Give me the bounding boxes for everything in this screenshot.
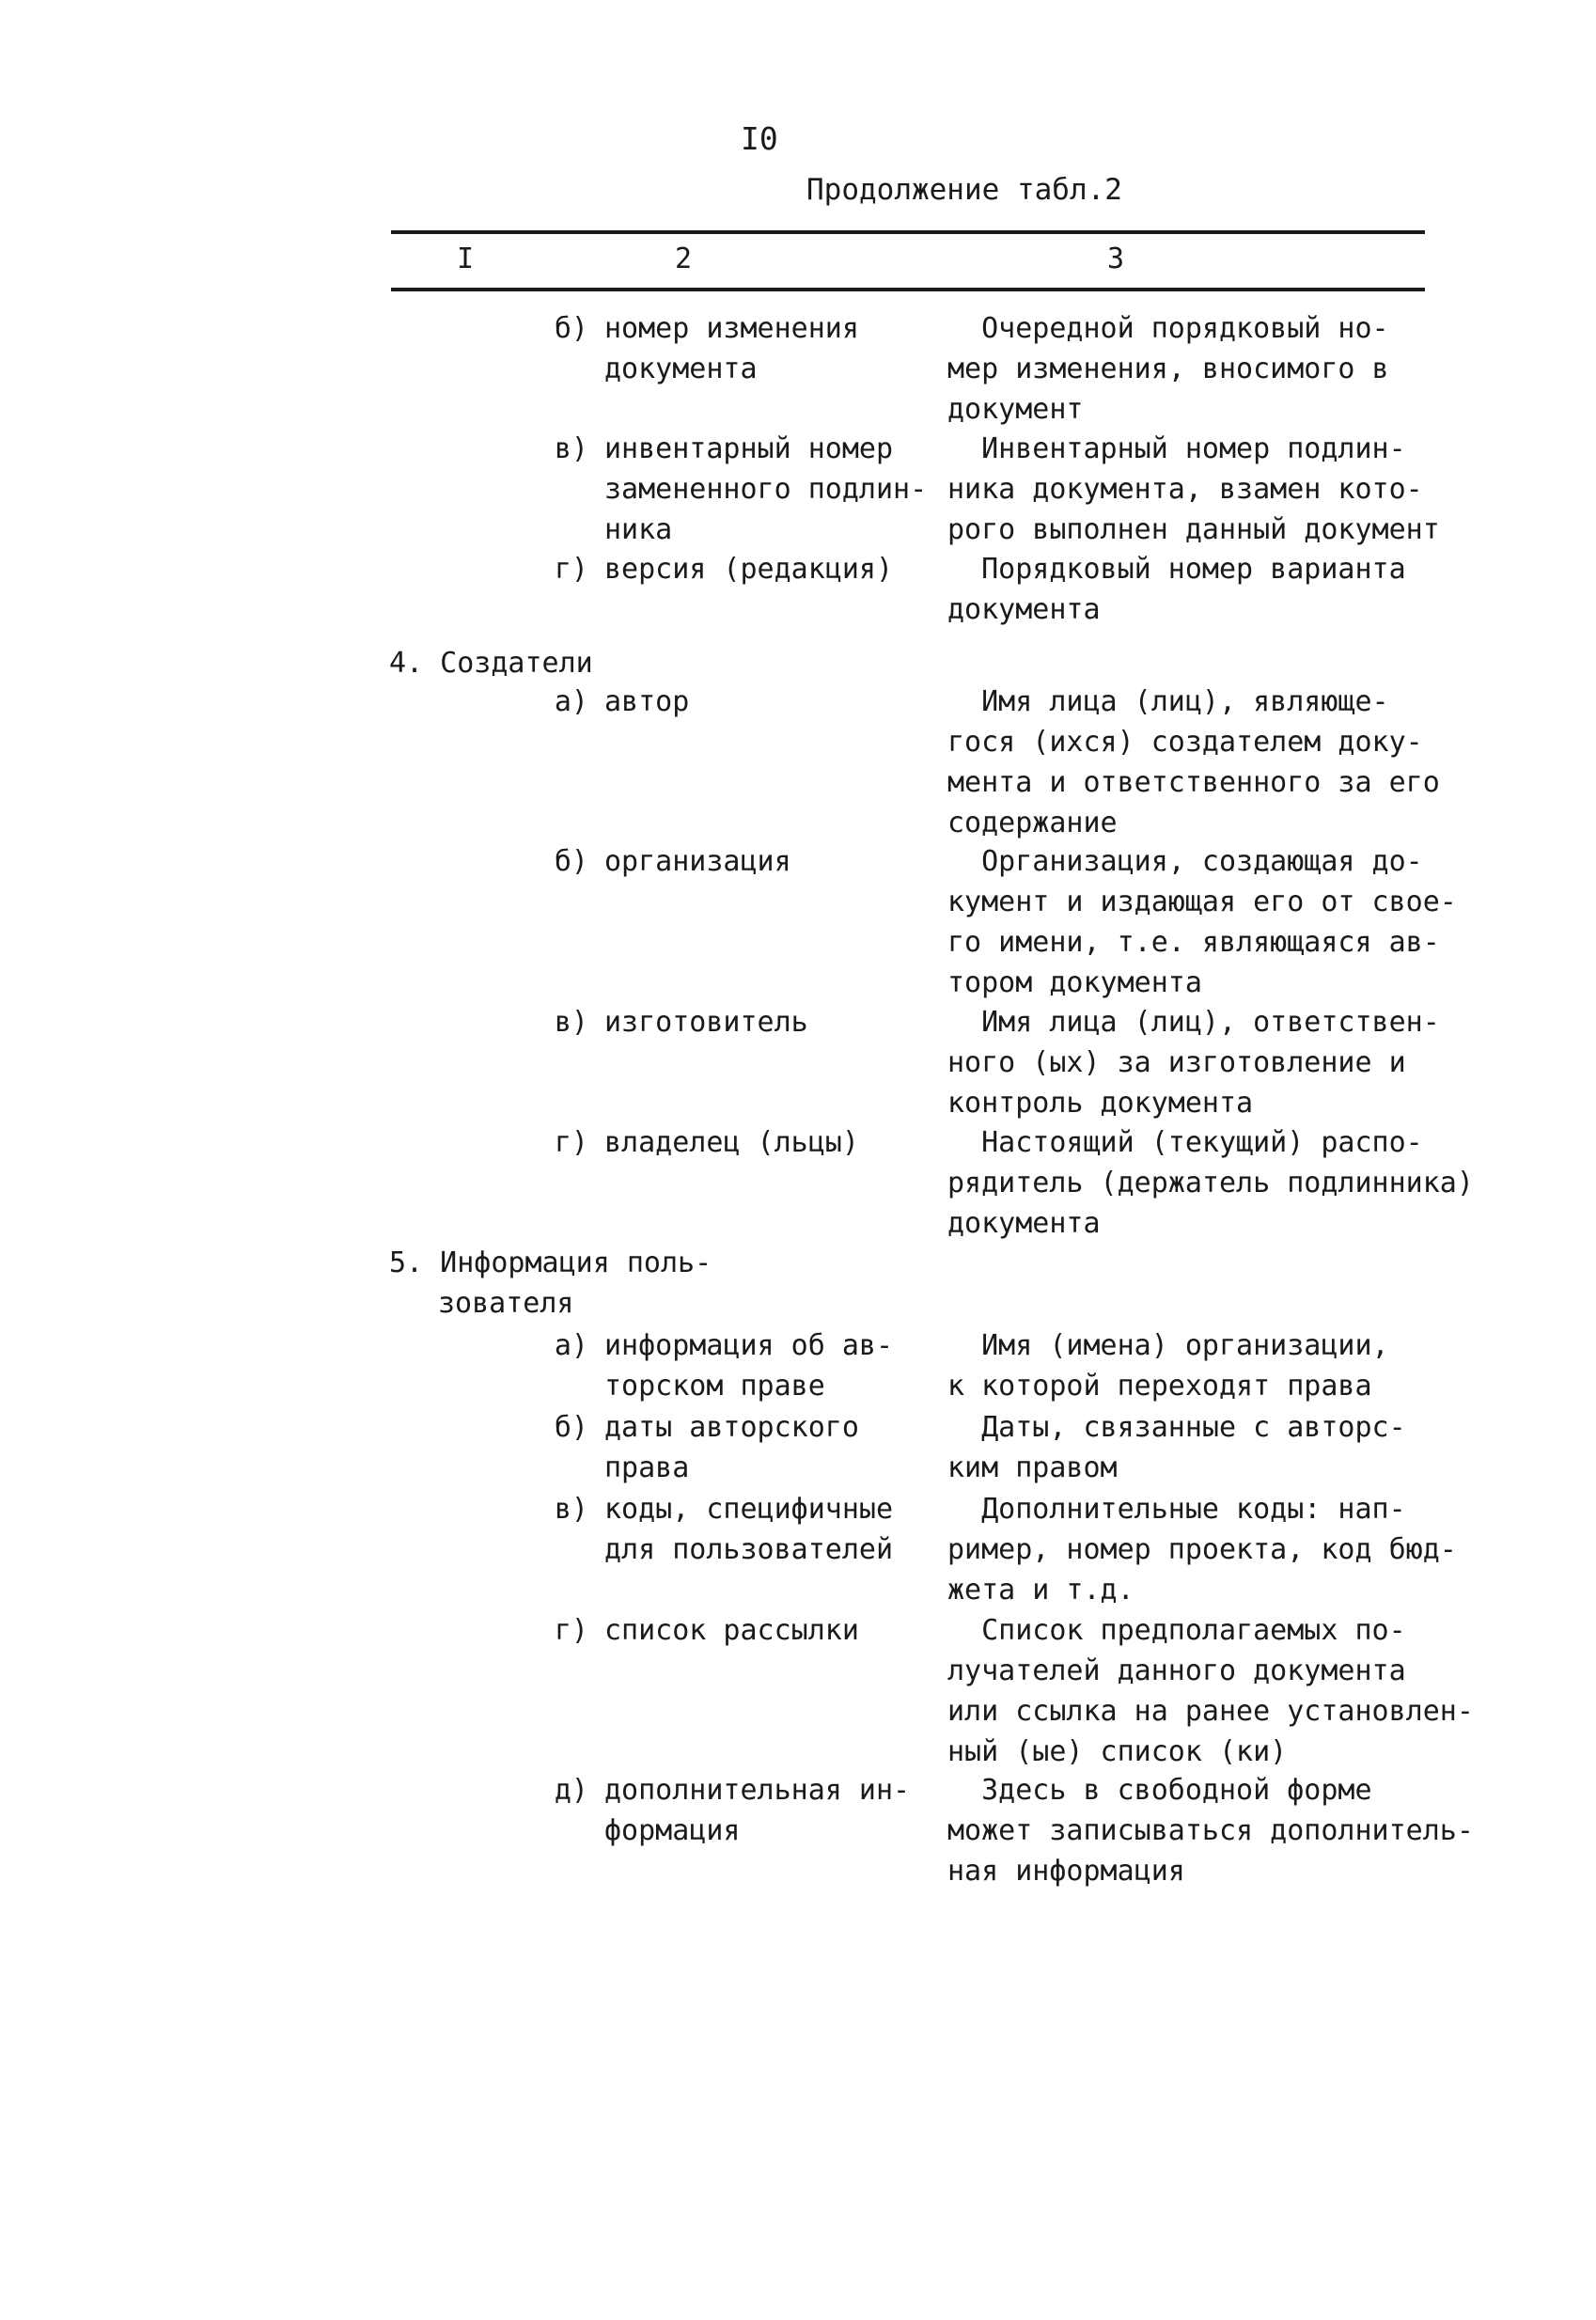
item-letter: г) (554, 1614, 588, 1647)
item-description-line: Список предполагаемых по- (947, 1614, 1406, 1647)
item-description-line: Имя лица (лиц), являюще- (947, 685, 1389, 718)
item-name-line: изготовитель (604, 1006, 808, 1039)
item-letter: б) (554, 1411, 588, 1444)
page-number: I0 (741, 120, 778, 157)
item-description-line: ная информация (947, 1855, 1185, 1888)
item-name-line: торском праве (604, 1370, 825, 1403)
item-name-line: права (604, 1451, 690, 1484)
table-top-rule (391, 230, 1425, 234)
item-name-line: владелец (льцы) (604, 1126, 859, 1159)
item-description-line: ного (ых) за изготовление и (947, 1046, 1406, 1079)
item-letter: в) (554, 1006, 588, 1039)
item-description-line: документ (947, 393, 1084, 426)
item-description-line: ример, номер проекта, код бюд- (947, 1533, 1457, 1566)
item-name-line: коды, специфичные (604, 1493, 894, 1526)
item-description-line: ника документа, взамен кото- (947, 473, 1423, 506)
item-name-line: для пользователей (604, 1533, 894, 1566)
item-description-line: ный (ые) список (ки) (947, 1735, 1288, 1768)
item-description-line: или ссылка на ранее установлен- (947, 1695, 1474, 1728)
item-description-line: Даты, связанные с авторс- (947, 1411, 1406, 1444)
item-name-line: ника (604, 513, 673, 546)
item-description-line: Дополнительные коды: нап- (947, 1493, 1406, 1526)
item-description-line: Имя (имена) организации, (947, 1329, 1389, 1362)
item-letter: б) (554, 312, 588, 345)
item-letter: в) (554, 1493, 588, 1526)
item-name-line: даты авторского (604, 1411, 859, 1444)
item-description-line: рядитель (держатель подлинника) (947, 1167, 1474, 1199)
column-header-1: I (457, 243, 475, 275)
item-description-line: гося (ихся) создателем доку- (947, 726, 1423, 759)
item-description-line: го имени, т.е. являющаяся ав- (947, 926, 1440, 959)
item-description-line: Порядковый номер варианта (947, 553, 1406, 586)
item-description-line: документа (947, 1207, 1101, 1240)
section-heading: 5. Информация поль- (389, 1246, 712, 1279)
item-letter: а) (554, 685, 588, 718)
item-description-line: лучателей данного документа (947, 1654, 1406, 1687)
item-description-line: жета и т.д. (947, 1574, 1134, 1607)
table-caption: Продолжение табл.2 (806, 173, 1122, 207)
item-name-line: автор (604, 685, 690, 718)
item-letter: г) (554, 1126, 588, 1159)
item-description-line: Организация, создающая до- (947, 845, 1423, 878)
item-name-line: дополнительная ин- (604, 1774, 911, 1807)
item-letter: в) (554, 432, 588, 465)
column-header-2: 2 (675, 243, 693, 275)
section-heading: 4. Создатели (389, 647, 593, 680)
item-description-line: мер изменения, вносимого в (947, 353, 1389, 385)
item-description-line: содержание (947, 807, 1118, 839)
item-name-line: документа (604, 353, 758, 385)
item-description-line: контроль документа (947, 1087, 1254, 1120)
item-description-line: Инвентарный номер подлин- (947, 432, 1406, 465)
item-description-line: Очередной порядковый но- (947, 312, 1389, 345)
item-letter: г) (554, 553, 588, 586)
item-name-line: информация об ав- (604, 1329, 894, 1362)
item-description-line: Здесь в свободной форме (947, 1774, 1372, 1807)
item-description-line: ким правом (947, 1451, 1118, 1484)
section-heading-continuation: зователя (438, 1287, 574, 1320)
item-description-line: кумент и издающая его от свое- (947, 886, 1457, 918)
item-description-line: рого выполнен данный документ (947, 513, 1440, 546)
item-description-line: к которой переходят права (947, 1370, 1372, 1403)
item-name-line: организация (604, 845, 791, 878)
item-description-line: тором документа (947, 966, 1202, 999)
item-description-line: Настоящий (текущий) распо- (947, 1126, 1423, 1159)
item-letter: б) (554, 845, 588, 878)
item-name-line: замененного подлин- (604, 473, 928, 506)
item-letter: а) (554, 1329, 588, 1362)
item-name-line: список рассылки (604, 1614, 859, 1647)
item-description-line: Имя лица (лиц), ответствен- (947, 1006, 1440, 1039)
item-name-line: инвентарный номер (604, 432, 894, 465)
item-description-line: может записываться дополнитель- (947, 1814, 1474, 1847)
table-header-rule (391, 288, 1425, 291)
item-name-line: номер изменения (604, 312, 859, 345)
column-header-3: 3 (1107, 243, 1125, 275)
item-description-line: документа (947, 593, 1101, 626)
item-name-line: формация (604, 1814, 741, 1847)
item-description-line: мента и ответственного за его (947, 766, 1440, 799)
item-name-line: версия (редакция) (604, 553, 894, 586)
item-letter: д) (554, 1774, 588, 1807)
